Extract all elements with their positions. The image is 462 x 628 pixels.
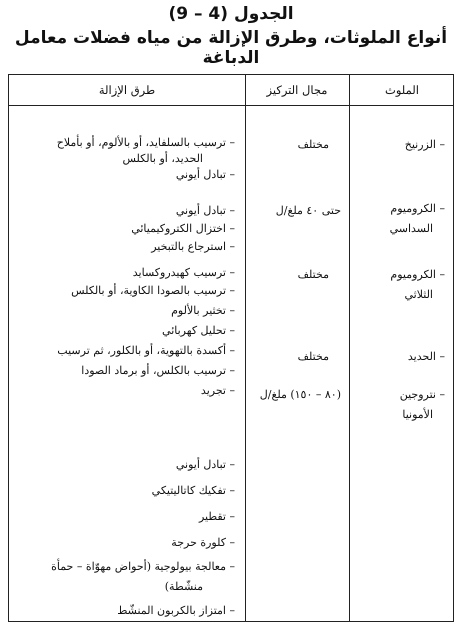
pollutant-ammonia-line2: الأمونيا [402,408,433,421]
pollutant-iron: – الحديد [407,350,445,363]
method-item: – أكسدة بالتهوية، أو بالكلور، ثم ترسيب [57,344,235,357]
pollutants-table [8,74,454,622]
method-item: – تخثير بالألوم [171,304,235,317]
pollutant-arsenic: – الزرنيخ [404,138,445,151]
method-item: – تبادل أيوني [175,458,235,471]
table-title: أنواع الملوثات، وطرق الإزالة من مياه فضلات معامل الدباغة [14,28,448,68]
method-item: – اختزال الكتروكيميائي [131,222,235,235]
column-divider [349,75,350,621]
pollutant-chromium-vi: – الكروميوم [390,202,445,215]
method-item: – استرجاع بالتبخير [151,240,235,253]
header-concentration: مجال التركيز [266,83,328,97]
concentration-iron: مختلف [297,350,329,363]
pollutant-chromium-vi-line2: السداسي [389,222,433,235]
table-caption: الجدول (4 – 9) [168,4,294,24]
header-divider [9,105,453,106]
method-item: – تحليل كهربائي [162,324,235,337]
method-item: – تبادل أيوني [175,168,235,181]
method-item: – تقطير [198,510,235,523]
method-item: – ترسيب بالسلفايد، أو بالألوم، أو بأملاح [56,136,235,149]
method-item: منشّطة) [164,580,203,593]
concentration-arsenic: مختلف [297,138,329,151]
method-item: – ترسيب كهيدروكسايد [132,266,235,279]
pollutant-ammonia: – نتروجين [399,388,445,401]
concentration-chromium-vi: حتى ٤٠ ملغ/ل [275,204,341,217]
method-item: الحديد، أو بالكلس [122,152,203,165]
pollutant-chromium-iii: – الكروميوم [390,268,445,281]
method-item: – تبادل أيوني [175,204,235,217]
header-methods: طرق الإزالة [98,83,156,97]
method-item: – تجريد [200,384,235,397]
method-item: – امتزاز بالكربون المنشّط [117,604,235,617]
method-item: – معالجة بيولوجية (أحواض مهوّاة – حمأة [51,560,235,573]
header-pollutant: الملوث [385,83,419,97]
concentration-ammonia: (٨٠ – ١٥٠) ملغ/ل [259,388,341,401]
method-item: – ترسيب بالصودا الكاوية، أو بالكلس [71,284,235,297]
column-divider [245,75,246,621]
pollutant-chromium-iii-line2: الثلاثي [404,288,433,301]
method-item: – تفكيك كاتاليتيكي [151,484,235,497]
method-item: – ترسيب بالكلس، أو برماد الصودا [81,364,235,377]
concentration-chromium-iii: مختلف [297,268,329,281]
method-item: – كلورة حرجة [171,536,235,549]
